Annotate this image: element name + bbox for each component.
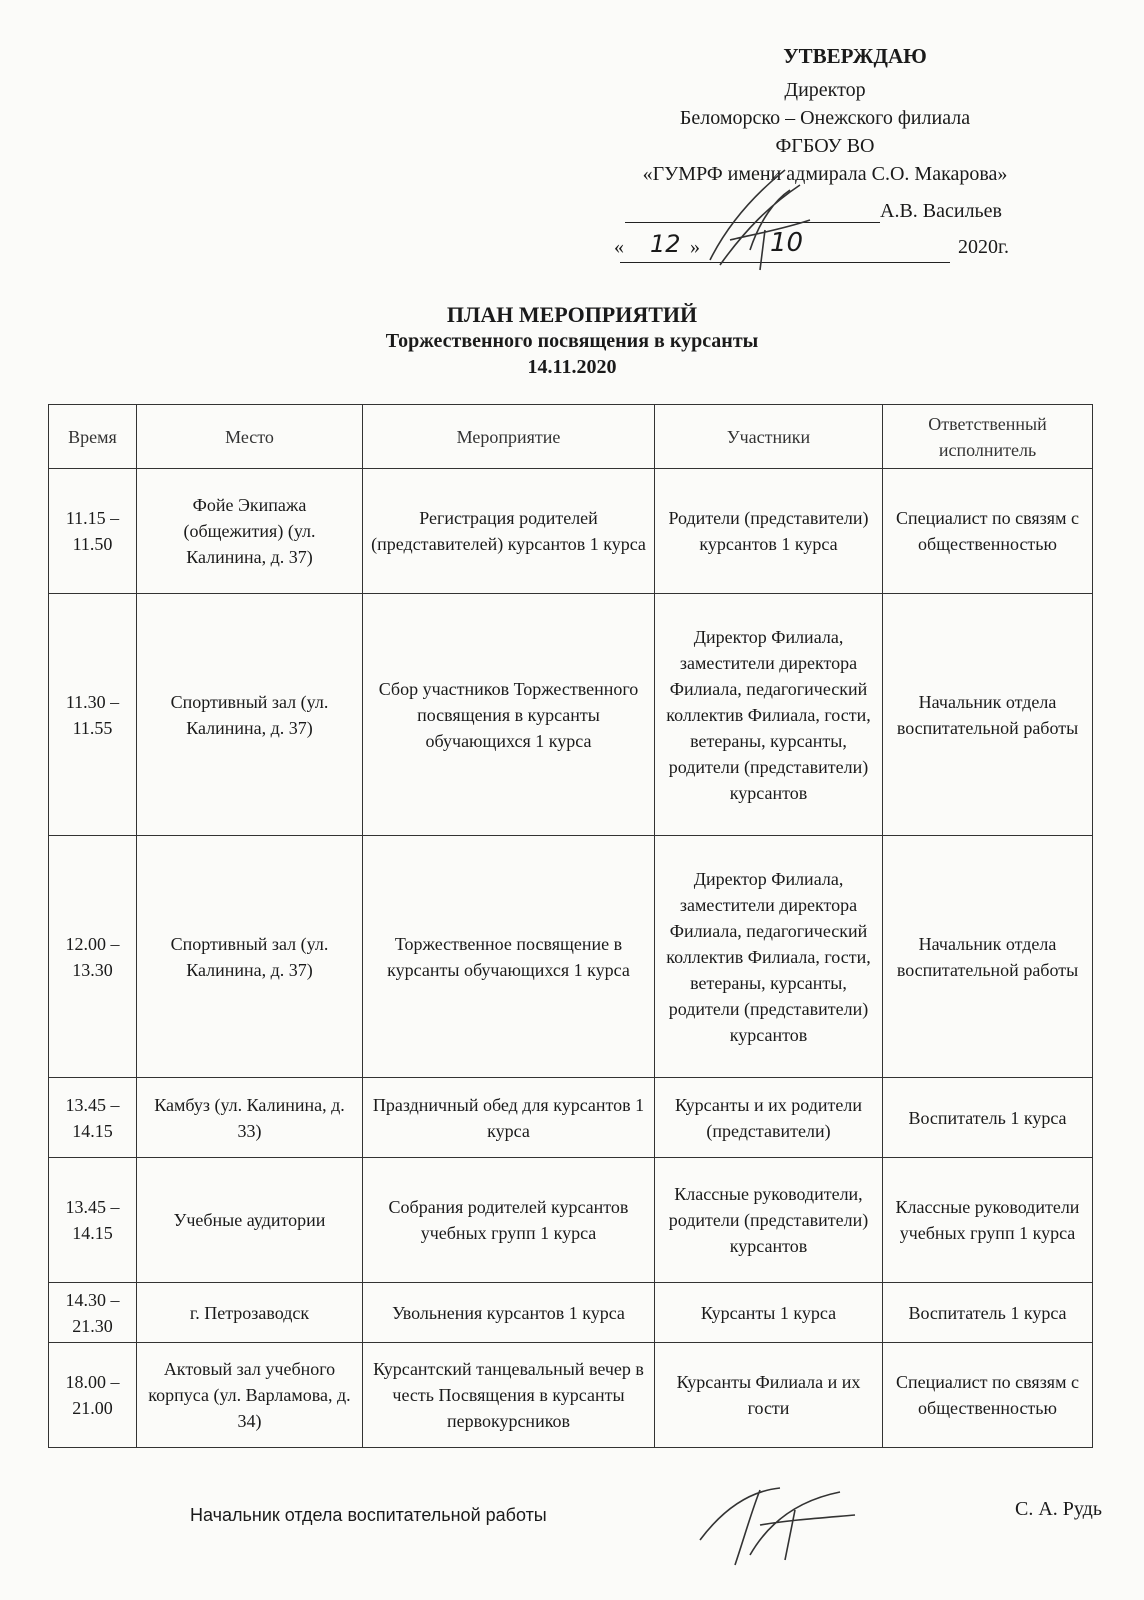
plan-subtitle: Торжественного посвящения в курсанты bbox=[385, 330, 759, 352]
cell-responsible: Воспитатель 1 курса bbox=[883, 1283, 1093, 1343]
cell-event: Регистрация родителей (представителей) курсантов 1 курса bbox=[363, 469, 655, 594]
cell-responsible: Воспитатель 1 курса bbox=[883, 1078, 1093, 1158]
table-row bbox=[49, 594, 1093, 836]
cell-place: Спортивный зал (ул. Калинина, д. 37) bbox=[137, 836, 363, 1078]
date-open-quote: « bbox=[614, 236, 624, 258]
date-year: 2020г. bbox=[958, 236, 1009, 258]
date-line bbox=[620, 262, 950, 263]
approval-line: «ГУМРФ имени адмирала С.О. Макарова» bbox=[642, 163, 1008, 185]
approval-signer: А.В. Васильев bbox=[880, 200, 1003, 222]
table-row bbox=[49, 1283, 1093, 1343]
cell-event: Курсантский танцевальный вечер в честь Посвящения в курсанты первокурсников bbox=[363, 1343, 655, 1448]
approval-line: Директор bbox=[784, 79, 866, 101]
date-month: 10 bbox=[770, 228, 804, 258]
cell-participants: Родители (представители) курсантов 1 курса bbox=[655, 469, 883, 594]
approval-block bbox=[600, 42, 1050, 188]
cell-responsible: Классные руководители учебных групп 1 курса bbox=[883, 1158, 1093, 1283]
signature-line bbox=[625, 222, 880, 223]
header-time: Время bbox=[49, 405, 137, 469]
cell-place: Спортивный зал (ул. Калинина, д. 37) bbox=[137, 594, 363, 836]
cell-event: Увольнения курсантов 1 курса bbox=[363, 1283, 655, 1343]
cell-responsible: Специалист по связям с общественностью bbox=[883, 469, 1093, 594]
plan-date: 14.11.2020 bbox=[527, 356, 617, 378]
header-responsible: Ответственный исполнитель bbox=[883, 405, 1093, 469]
cell-time: 11.30 – 11.55 bbox=[49, 594, 137, 836]
header-place: Место bbox=[137, 405, 363, 469]
cell-time: 13.45 – 14.15 bbox=[49, 1158, 137, 1283]
footer-name: С. А. Рудь bbox=[1015, 1498, 1102, 1520]
head-signature bbox=[690, 1480, 860, 1570]
approval-heading: УТВЕРЖДАЮ bbox=[783, 44, 927, 68]
cell-event: Собрания родителей курсантов учебных групп 1 курса bbox=[363, 1158, 655, 1283]
footer-position: Начальник отдела воспитательной работы bbox=[190, 1505, 547, 1525]
cell-time: 18.00 – 21.00 bbox=[49, 1343, 137, 1448]
cell-responsible: Начальник отдела воспитательной работы bbox=[883, 836, 1093, 1078]
table-row bbox=[49, 836, 1093, 1078]
events-table bbox=[48, 404, 1093, 1448]
table-row bbox=[49, 1343, 1093, 1448]
cell-event: Сбор участников Торжественного посвящения в курсанты обучающихся 1 курса bbox=[363, 594, 655, 836]
approval-line: Беломорско – Онежского филиала bbox=[679, 107, 971, 129]
cell-responsible: Начальник отдела воспитательной работы bbox=[883, 594, 1093, 836]
table-row bbox=[49, 1078, 1093, 1158]
header-event: Мероприятие bbox=[363, 405, 655, 469]
cell-place: г. Петрозаводск bbox=[137, 1283, 363, 1343]
table-row bbox=[49, 1158, 1093, 1283]
cell-place: Учебные аудитории bbox=[137, 1158, 363, 1283]
cell-participants: Директор Филиала, заместители директора Филиала, педагогический коллектив Филиала, гости, ветераны, курсанты, родители (представители) курсантов bbox=[655, 594, 883, 836]
document-title bbox=[0, 302, 1144, 380]
cell-time: 12.00 – 13.30 bbox=[49, 836, 137, 1078]
cell-participants: Директор Филиала, заместители директора Филиала, педагогический коллектив Филиала, гости, ветераны, курсанты, родители (представители) курсантов bbox=[655, 836, 883, 1078]
cell-participants: Курсанты 1 курса bbox=[655, 1283, 883, 1343]
date-close-quote: » bbox=[690, 236, 700, 258]
cell-place: Актовый зал учебного корпуса (ул. Варламова, д. 34) bbox=[137, 1343, 363, 1448]
header-participants: Участники bbox=[655, 405, 883, 469]
cell-event: Торжественное посвящение в курсанты обучающихся 1 курса bbox=[363, 836, 655, 1078]
table-header-row bbox=[49, 405, 1093, 469]
cell-participants: Классные руководители, родители (представители) курсантов bbox=[655, 1158, 883, 1283]
cell-place: Камбуз (ул. Калинина, д. 33) bbox=[137, 1078, 363, 1158]
cell-event: Праздничный обед для курсантов 1 курса bbox=[363, 1078, 655, 1158]
cell-time: 14.30 – 21.30 bbox=[49, 1283, 137, 1343]
cell-responsible: Специалист по связям с общественностью bbox=[883, 1343, 1093, 1448]
cell-time: 11.15 – 11.50 bbox=[49, 469, 137, 594]
cell-participants: Курсанты и их родители (представители) bbox=[655, 1078, 883, 1158]
approval-line: ФГБОУ ВО bbox=[775, 135, 875, 157]
table-row bbox=[49, 469, 1093, 594]
cell-place: Фойе Экипажа (общежития) (ул. Калинина, д. 37) bbox=[137, 469, 363, 594]
cell-participants: Курсанты Филиала и их гости bbox=[655, 1343, 883, 1448]
date-day: 12 bbox=[650, 230, 681, 258]
cell-time: 13.45 – 14.15 bbox=[49, 1078, 137, 1158]
plan-title: ПЛАН МЕРОПРИЯТИЙ bbox=[446, 302, 698, 327]
